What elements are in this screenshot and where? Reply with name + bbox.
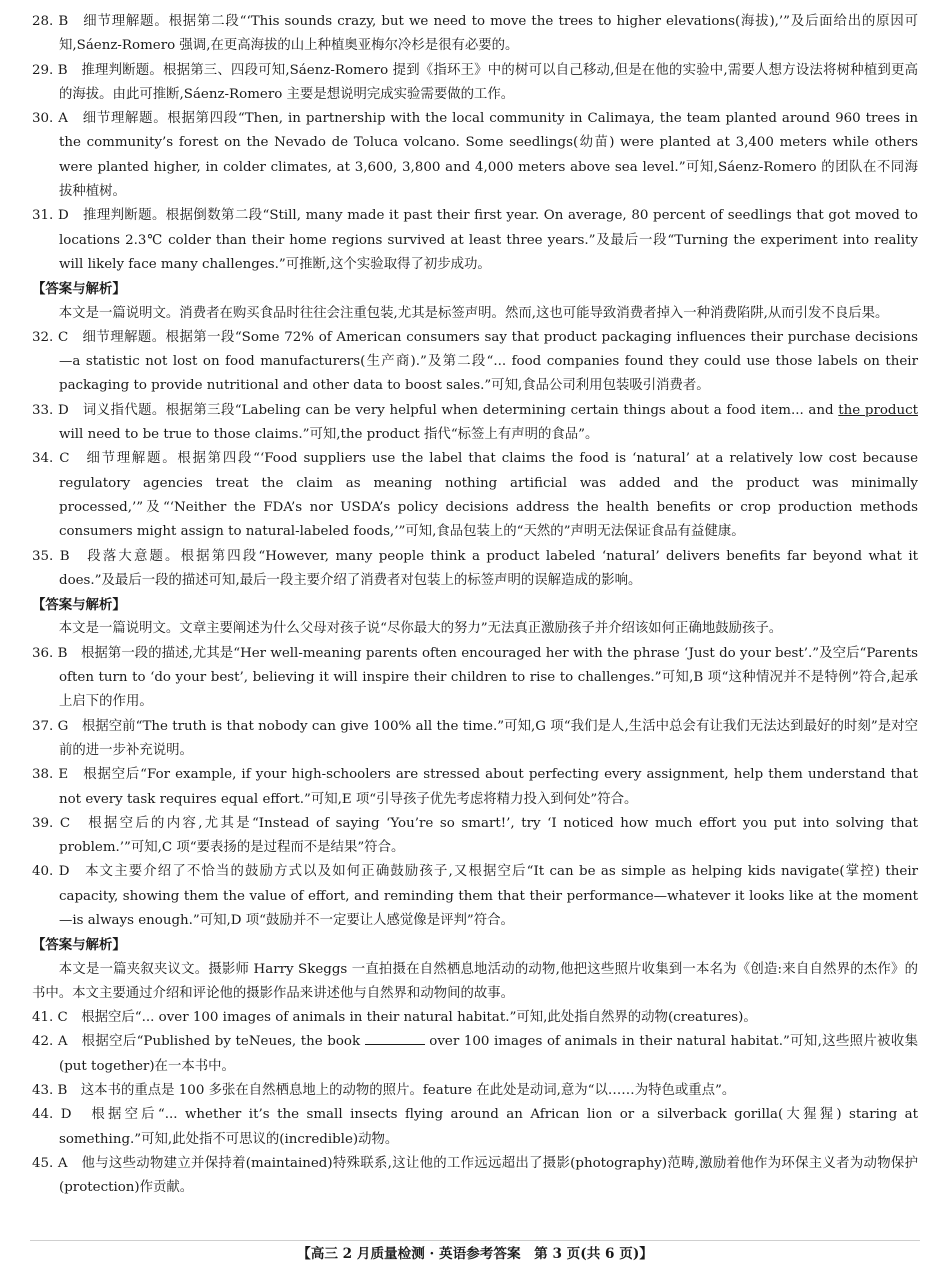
answer-item-42: 42. A 根据空后“Published by teNeues, the book over 100 images of animals in their natural habitat.”可知,这些照片被收集(put together)在一本书中。 (32, 1030, 918, 1079)
passage-intro: 本文是一篇说明文。消费者在购买食品时往往会注重包装,尤其是标签声明。然而,这也可能导致消费者掉入一种消费陷阱,从而引发不良后果。 (58, 305, 889, 321)
answer-item-40: 40. D 本文主要介绍了不恰当的鼓励方式以及如何正确鼓励孩子,又根据空后“It can be as simple as helping kids navigate(掌控) their capacity, showing them the value of effort, and reminding them that their performance—whatever it looks like at the moment—is always enough.”可知,D 项“鼓励并不一定要让人感觉像是评判”符合。 (32, 864, 919, 928)
answer-item-31: 31. D 推理判断题。根据倒数第二段“Still, many made it past their first year. On average, 80 percent of seedlings that got moved to locations 2.3℃ colder than their home regions survived at least three years.”及最后一段“Turning the experiment into reality will likely face many challenges.”可推断,这个实验取得了初步成功。 (32, 208, 918, 272)
answer-item-44: 44. D 根据空后“... whether it’s the small insects flying around an African lion or a silverback gorilla(大猩猩) staring at something.”可知,此处指不可思议的(incredible)动物。 (32, 1107, 919, 1147)
footer-divider (30, 1240, 920, 1241)
page-footer: 【高三 2 月质量检测 · 英语参考答案 第 3 页(共 6 页)】 (297, 1246, 653, 1262)
answer-item-45: 45. A 他与这些动物建立并保持着(maintained)特殊联系,这让他的工作远远超出了摄影(photography)范畴,激励着他作为环保主义者为动物保护(protection)作贡献。 (32, 1155, 919, 1196)
answer-item-39: 39. C 根据空后的内容,尤其是“Instead of saying ‘You’re so smart!’, try ‘I noticed how much effort you put into solving that problem.’”可知,C 项“要表扬的是过程而不是结果”符合。 (32, 815, 918, 856)
answer-item-32: 32. C 细节理解题。根据第一段“Some 72% of American consumers say that product packaging influences their purchase decisions—a statistic not lost on food manufacturers(生产商).”及第二段“... food companies found they could use those labels on their packaging to provide nutritional and other data to boost sales.”可知,食品公司利用包装吸引消费者。 (32, 329, 918, 394)
answer-item-30: 30. A 细节理解题。根据第四段“Then, in partnership with the local community in Calimaya, the team planted around 960 trees in the community’s forest on the Nevado de Toluca volcano. Some seedlings(幼苗) were planted at 3,400 meters while others were planted higher, in colder climates, at 3,600, 3,800 and 4,000 meters above sea level.”可知,Sáenz-Romero 的团队在不同海拔种植树。 (32, 111, 918, 200)
answer-item-38: 38. E 根据空后“For example, if your high-schoolers are stressed about perfecting every assignment, help them understand that not every task requires equal effort.”可知,E 项“引导孩子优先考虑将精力投入到何处”符合。 (32, 767, 919, 807)
passage-intro: 本文是一篇说明文。文章主要阐述为什么父母对孩子说“尽你最大的努力”无法真正激励孩子并介绍该如何正确地鼓励孩子。 (58, 621, 783, 637)
answer-item-34: 34. C 细节理解题。根据第四段“‘Food suppliers use the label that claims the food is ‘natural’ at a relatively low cost because regulatory agencies treat the claim as meaning nothing artificial was added and the product was minimally processed,’”及“‘Neither the FDA’s nor USDA’s policy decisions address the health benefits or crop production methods consumers might assign to natural-labeled foods,’”可知,食品包装上的“天然的”声明无法保证食品有益健康。 (32, 451, 919, 540)
answer-item-36: 36. B 根据第一段的描述,尤其是“Her well-meaning parents often encouraged her with the phrase ‘Just do your best’.”及空后“Parents often turn to ‘do your best’, believing it will inspire their children to rise to challenges.”可知,B 项“这种情况并不是特例”符合,起承上启下的作用。 (32, 645, 918, 710)
answer-item-41: 41. C 根据空后“... over 100 images of animals in their natural habitat.”可知,此处指自然界的动物(creatures)。 (32, 1010, 757, 1026)
answer-item-29: 29. B 推理判断题。根据第三、四段可知,Sáenz-Romero 提到《指环王》中的树可以自己移动,但是在他的实验中,需要人想方设法将树种植到更高的海拔。由此可推断,Sáenz-Romero 主要是想说明完成实验需要做的工作。 (32, 62, 918, 102)
fill-in-blank (365, 1030, 425, 1045)
answer-item-35: 35. B 段落大意题。根据第四段“However, many people think a product labeled ‘natural’ delivers benefits far beyond what it does.”及最后一段的描述可知,最后一段主要介绍了消费者对包装上的标签声明的误解造成的影响。 (32, 548, 918, 588)
answer-item-37: 37. G 根据空前“The truth is that nobody can give 100% all the time.”可知,G 项“我们是人,生活中总会有让我们无法达到最好的时刻”是对空前的进一步补充说明。 (32, 718, 919, 758)
page-content (32, 10, 918, 1201)
answer-item-33: 33. D 词义指代题。根据第三段“Labeling can be very helpful when determining certain things about a food item... and the product will need to be true to those claims.”可知,the product 指代“标签上有声明的食品”。 (32, 402, 918, 443)
underlined-phrase: the product (838, 402, 918, 418)
answer-item-43: 43. B 这本书的重点是 100 多张在自然栖息地上的动物的照片。feature 在此处是动词,意为“以……为特色或重点”。 (32, 1083, 736, 1099)
passage-intro: 本文是一篇夹叙夹议文。摄影师 Harry Skeggs 一直拍摄在自然栖息地活动的动物,他把这些照片收集到一本名为《创造:来自自然界的杰作》的书中。本文主要通过介绍和评论他的摄影作品来讲述他与自然界和动物间的故事。 (32, 961, 918, 1001)
answer-item-28: 28. B 细节理解题。根据第二段“‘This sounds crazy, but we need to move the trees to higher elevations(海拔),’”及后面给出的原因可知,Sáenz-Romero 强调,在更高海拔的山上种植奥亚梅尔冷杉是很有必要的。 (32, 14, 918, 54)
section-heading: 【答案与解析】 (32, 281, 126, 298)
section-heading: 【答案与解析】 (32, 597, 126, 614)
section-heading: 【答案与解析】 (32, 937, 126, 954)
